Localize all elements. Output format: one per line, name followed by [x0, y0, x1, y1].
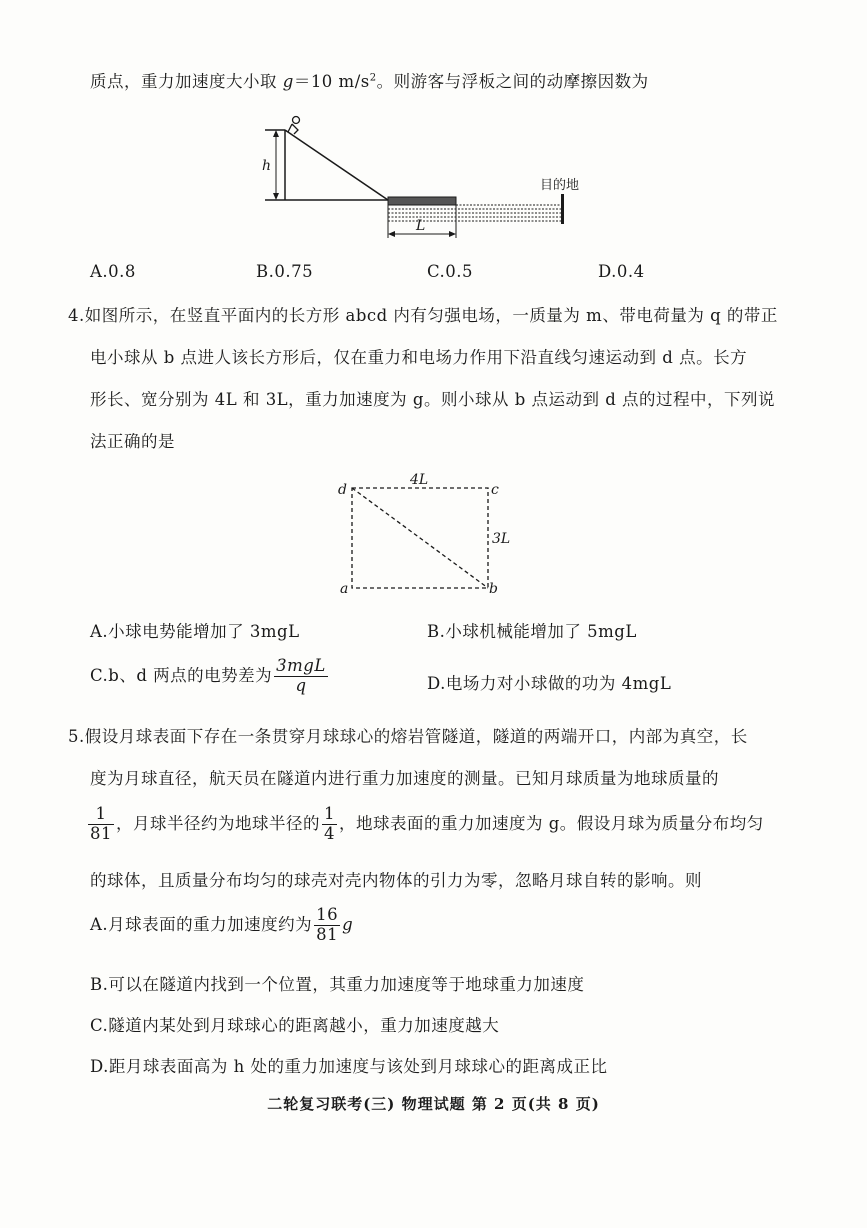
h-label: h — [262, 158, 272, 174]
q4-stem-line-2: 电小球从 b 点进人该长方形后，仅在重力和电场力作用下沿直线匀速运动到 d 点。长方 — [90, 348, 748, 367]
q5-option-a: A.月球表面的重力加速度约为 $\frac{16}{81}$ g — [90, 905, 354, 944]
q5-option-c: C.隧道内某处到月球球心的距离越小，重力加速度越大 — [90, 1016, 500, 1035]
q4-stem-line-3: 形长、宽分别为 4L 和 3L，重力加速度为 g。则小球从 b 点运动到 d 点的过程中，下列说 — [90, 390, 776, 409]
q3-continuation: 质点，重力加速度大小取 g＝10 $m/s^2$。则游客与浮板之间的动摩擦因数为 — [90, 72, 649, 91]
length-4L: 4L — [410, 472, 429, 488]
page-footer: 二轮复习联考(三) 物理试题 第 2 页(共 8 页) — [267, 1095, 600, 1113]
q5-fraction-mass: $\frac{1}{81}$ — [90, 804, 112, 843]
q5-option-a-fraction: $\frac{16}{81}$ — [316, 905, 339, 944]
q3-figure-slide — [250, 110, 590, 250]
q4-option-c: C.b、d 两点的电势差为 $\frac{\text{3mgL}}{q}$ — [90, 656, 326, 695]
width-3L: 3L — [492, 531, 511, 547]
q4-stem-line-1: 4.如图所示，在竖直平面内的长方形 abcd 内有匀强电场，一质量为 m、带电荷量为 q 的带正 — [68, 306, 778, 325]
vertex-d: d — [338, 482, 347, 498]
L-label: L — [416, 218, 426, 234]
q4-option-b: B.小球机械能增加了 5mgL — [427, 622, 637, 641]
vertex-c: c — [491, 482, 499, 498]
vertex-b: b — [489, 581, 498, 597]
q5-stem-line-2: 度为月球直径，航天员在隧道内进行重力加速度的测量。已知月球质量为地球质量的 — [90, 769, 719, 788]
q4-figure-rectangle — [330, 465, 530, 600]
q5-option-b: B.可以在隧道内找到一个位置，其重力加速度等于地球重力加速度 — [90, 975, 585, 994]
q4-option-c-fraction: $\frac{\text{3mgL}}{q}$ — [276, 656, 326, 695]
q3-option-c: C.0.5 — [427, 262, 474, 281]
q5-stem-line-3: $\frac{1}{81}$ ，月球半径约为地球半径的 $\frac{1}{4}$ ，地球表面的重力加速度为 g。假设月球为质量分布均匀 — [90, 804, 764, 843]
q5-stem-line-4: 的球体，且质量分布均匀的球壳对壳内物体的引力为零，忽略月球自转的影响。则 — [90, 871, 702, 890]
q3-option-b: B.0.75 — [256, 262, 314, 281]
q5-fraction-radius: $\frac{1}{4}$ — [324, 804, 335, 843]
vertex-a: a — [340, 581, 349, 597]
q3-option-a: A.0.8 — [90, 262, 136, 281]
q5-option-d: D.距月球表面高为 h 处的重力加速度与该处到月球球心的距离成正比 — [90, 1057, 608, 1076]
q5-stem-line-1: 5.假设月球表面下存在一条贯穿月球球心的熔岩管隧道，隧道的两端开口，内部为真空，长 — [68, 727, 748, 746]
q4-option-a: A.小球电势能增加了 3mgL — [90, 622, 300, 641]
q4-stem-line-4: 法正确的是 — [90, 432, 175, 451]
q3-option-d: D.0.4 — [598, 262, 645, 281]
q4-option-d: D.电场力对小球做的功为 4mgL — [427, 674, 672, 693]
destination-label: 目的地 — [540, 178, 580, 193]
